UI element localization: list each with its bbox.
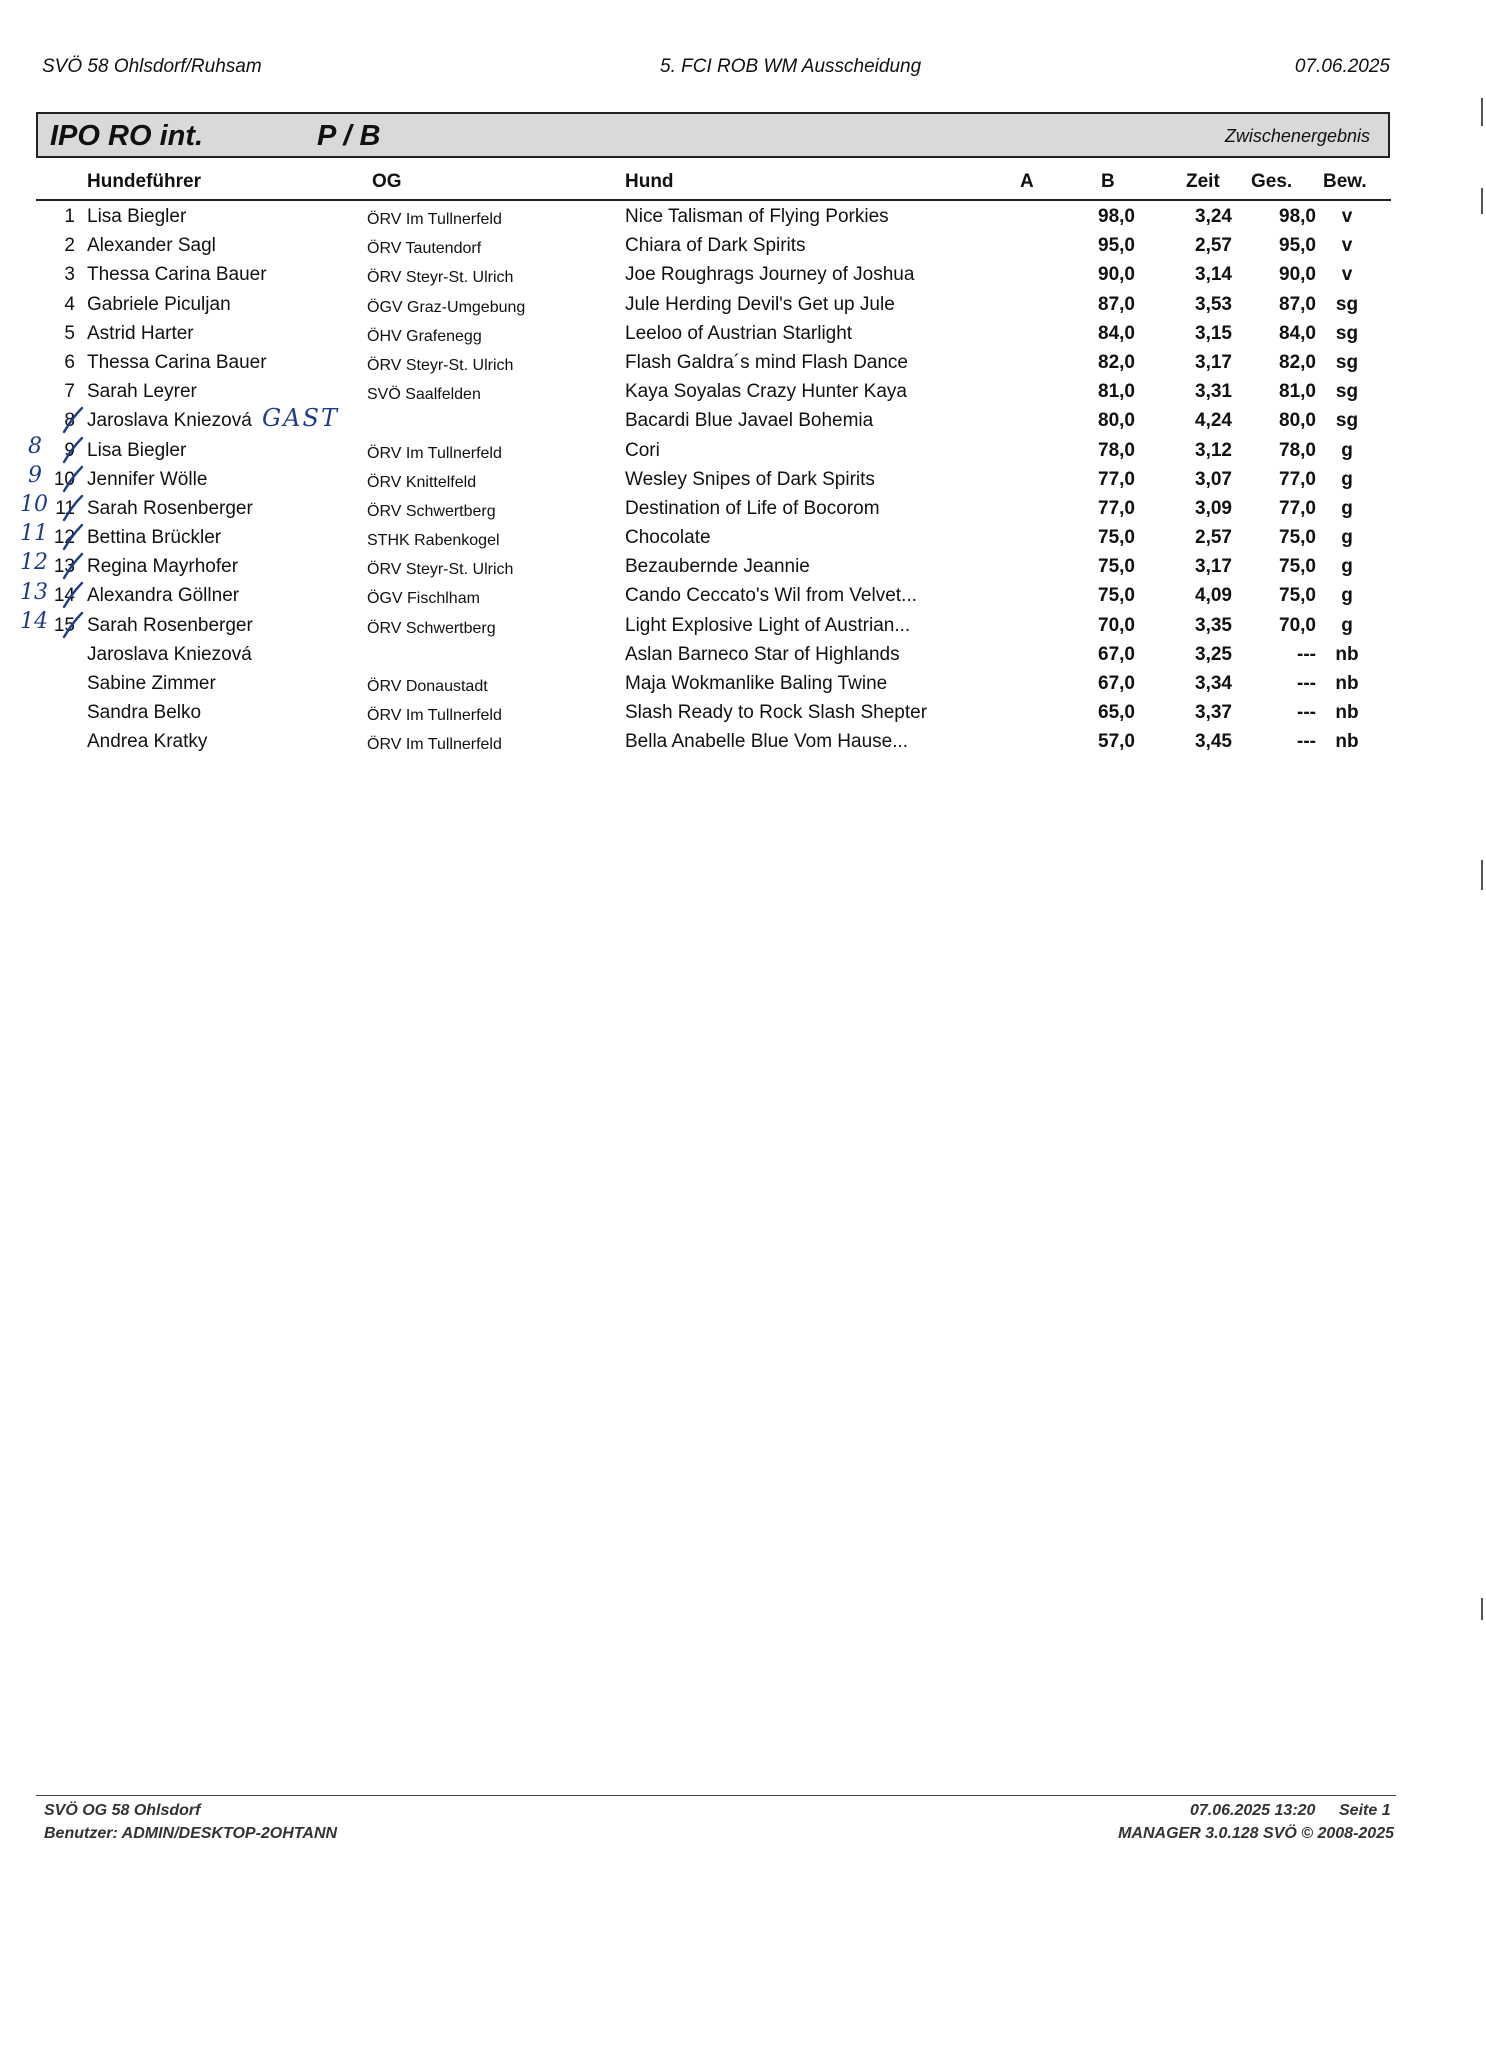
handwritten-rank: 14 [20,608,48,634]
col-a: A [1020,171,1034,192]
score-b-cell: 67,0 [1098,643,1135,665]
dog-cell: Chocolate [625,527,711,549]
table-row [0,496,1486,525]
rating-cell: nb [1335,731,1359,753]
total-cell: 95,0 [1279,235,1316,257]
header-rule [36,199,1391,201]
rank-cell: 4 [64,293,75,315]
results-table [0,204,1486,759]
rank-cell: 7 [64,381,75,403]
score-b-cell: 82,0 [1098,351,1135,373]
total-cell: 81,0 [1279,381,1316,403]
table-row [0,350,1486,379]
table-row [0,438,1486,467]
rating-cell: g [1341,527,1353,549]
og-cell: ÖRV Im Tullnerfeld [367,707,502,725]
rating-cell: sg [1335,293,1359,315]
og-cell: ÖRV Steyr-St. Ulrich [367,269,514,287]
og-cell: STHK Rabenkogel [367,532,500,550]
rating-cell: nb [1335,702,1359,724]
col-rating: Bew. [1323,171,1367,192]
rating-cell: nb [1335,673,1359,694]
dog-cell: Aslan Barneco Star of Highlands [625,643,900,665]
footer-rule [36,1795,1396,1796]
rating-cell: g [1341,439,1353,461]
rank-cell: 2 [64,235,75,257]
rating-cell: g [1341,585,1353,607]
dog-cell: Light Explosive Light of Austrian... [625,614,911,636]
table-row [0,554,1486,583]
og-cell: ÖGV Fischlham [367,590,480,608]
header-club: SVÖ 58 Ohlsdorf/Ruhsam [42,56,262,77]
total-cell: --- [1297,702,1316,724]
rank-cell: 8 [64,410,75,432]
score-b-cell: 57,0 [1098,731,1135,753]
table-row [0,583,1486,612]
rating-cell: sg [1335,381,1359,403]
handler-cell: Astrid Harter [87,322,194,344]
total-cell: 77,0 [1279,468,1316,490]
table-row [0,233,1486,262]
handler-cell: Sandra Belko [87,702,202,724]
score-b-cell: 75,0 [1098,556,1135,578]
table-row [0,379,1486,408]
footer-user: Benutzer: ADMIN/DESKTOP-2OHTANN [44,1825,338,1842]
og-cell: SVÖ Saalfelden [367,386,481,404]
rank-cell: 6 [64,351,75,373]
time-cell: 3,53 [1195,293,1232,315]
total-cell: 90,0 [1279,264,1316,286]
rating-cell: v [1341,206,1353,227]
og-cell: ÖRV Donaustadt [367,678,488,695]
col-og: OG [372,171,402,192]
rating-cell: g [1341,468,1353,490]
class-label: P / B [317,120,381,152]
dog-cell: Maja Wokmanlike Baling Twine [625,673,888,694]
time-cell: 3,12 [1195,439,1232,461]
table-row [0,204,1486,233]
dog-cell: Flash Galdra´s mind Flash Dance [625,351,908,373]
rating-cell: g [1341,614,1353,636]
handler-cell: Thessa Carina Bauer [87,264,267,286]
score-b-cell: 98,0 [1098,206,1135,227]
dog-cell: Bezaubernde Jeannie [625,556,810,578]
dog-cell: Wesley Snipes of Dark Spirits [625,468,875,490]
dog-cell: Kaya Soyalas Crazy Hunter Kaya [625,381,907,403]
rank-strike-mark [60,465,86,495]
handler-cell: Sarah Leyrer [87,381,197,403]
rank-strike-mark [60,552,86,582]
time-cell: 4,09 [1195,585,1232,607]
dog-cell: Cori [625,439,660,461]
table-row [0,408,1486,437]
total-cell: 84,0 [1279,322,1316,344]
time-cell: 3,14 [1195,264,1232,286]
col-handler: Hundeführer [87,171,201,192]
dog-cell: Jule Herding Devil's Get up Jule [625,293,895,315]
total-cell: --- [1297,731,1316,753]
rank-cell: 12 [53,527,75,549]
rating-cell: sg [1335,410,1359,432]
rating-cell: v [1341,264,1353,286]
handler-cell: Sabine Zimmer [87,673,216,694]
og-cell: ÖRV Schwertberg [367,502,496,520]
handler-cell: Alexander Sagl [87,235,216,257]
og-cell: ÖRV Im Tullnerfeld [367,444,502,462]
time-cell: 3,07 [1195,468,1232,490]
discipline-label: IPO RO int. [50,120,204,152]
dog-cell: Bacardi Blue Javael Bohemia [625,410,874,432]
handwritten-rank: 12 [20,550,48,576]
total-cell: 75,0 [1279,527,1316,549]
table-row [0,321,1486,350]
score-b-cell: 87,0 [1098,293,1135,315]
rating-cell: sg [1335,322,1359,344]
handler-cell: Jaroslava Kniezová [87,643,252,665]
time-cell: 3,09 [1195,497,1232,519]
total-cell: 70,0 [1279,614,1316,636]
header-date: 07.06.2025 [1294,56,1390,77]
og-cell: ÖRV Steyr-St. Ulrich [367,561,514,579]
score-b-cell: 84,0 [1098,322,1135,344]
time-cell: 3,24 [1195,206,1232,227]
dog-cell: Cando Ceccato's Wil from Velvet... [625,585,917,607]
rank-strike-mark [60,436,86,466]
og-cell: ÖRV Schwertberg [367,619,496,637]
score-b-cell: 75,0 [1098,527,1135,549]
time-cell: 3,45 [1195,731,1232,753]
handler-cell: Jaroslava Kniezová [87,410,252,432]
handler-cell: Lisa Biegler [87,439,187,461]
rank-cell: 11 [55,497,75,519]
scan-edge-mark [1481,98,1483,126]
footer-timestamp: 07.06.2025 13:20 [1190,1802,1316,1819]
handler-cell: Sarah Rosenberger [87,497,253,519]
handler-cell: Andrea Kratky [87,731,208,753]
total-cell: 75,0 [1279,556,1316,578]
handwritten-guest-note: GAST [262,404,339,432]
handler-cell: Lisa Biegler [87,206,187,227]
table-row [0,729,1486,758]
time-cell: 3,31 [1195,381,1232,403]
footer-org: SVÖ OG 58 Ohlsdorf [44,1802,201,1819]
col-time: Zeit [1186,171,1220,192]
col-b: B [1101,171,1115,192]
dog-cell: Slash Ready to Rock Slash Shepter [625,702,928,724]
table-row [0,700,1486,729]
rating-cell: nb [1335,643,1359,665]
rank-strike-mark [60,581,86,611]
footer-software: MANAGER 3.0.128 SVÖ © 2008-2025 [1118,1825,1394,1842]
dog-cell: Chiara of Dark Spirits [625,235,806,257]
rating-cell: v [1341,235,1353,257]
table-row [0,292,1486,321]
og-cell: ÖRV Steyr-St. Ulrich [367,356,514,374]
total-cell: 78,0 [1279,439,1316,461]
table-row [0,467,1486,496]
score-b-cell: 81,0 [1098,381,1135,403]
handler-cell: Jennifer Wölle [87,468,208,490]
handwritten-rank: 11 [20,521,48,547]
rank-cell: 5 [64,322,75,344]
total-cell: 98,0 [1279,206,1316,227]
table-row [0,262,1486,291]
score-b-cell: 67,0 [1098,673,1135,694]
og-cell: ÖRV Im Tullnerfeld [367,211,502,228]
footer-page: Seite 1 [1339,1802,1391,1819]
og-cell: ÖRV Im Tullnerfeld [367,736,502,754]
time-cell: 3,35 [1195,614,1232,636]
rank-cell: 13 [53,556,75,578]
time-cell: 2,57 [1195,527,1232,549]
dog-cell: Destination of Life of Bocorom [625,497,880,519]
og-cell: ÖGV Graz-Umgebung [367,298,526,316]
handwritten-rank: 13 [20,579,48,605]
total-cell: --- [1297,643,1316,665]
score-b-cell: 78,0 [1098,439,1135,461]
score-b-cell: 65,0 [1098,702,1135,724]
total-cell: 75,0 [1279,585,1316,607]
handler-cell: Thessa Carina Bauer [87,351,267,373]
total-cell: --- [1297,673,1316,694]
dog-cell: Leeloo of Austrian Starlight [625,322,853,344]
score-b-cell: 95,0 [1098,235,1135,257]
time-cell: 3,17 [1195,556,1232,578]
handler-cell: Bettina Brückler [87,527,222,549]
handwritten-rank: 8 [28,433,42,459]
handwritten-rank: 9 [28,462,42,488]
rank-cell: 10 [53,468,75,490]
time-cell: 3,17 [1195,351,1232,373]
score-b-cell: 90,0 [1098,264,1135,286]
scan-edge-mark [1481,860,1483,890]
score-b-cell: 75,0 [1098,585,1135,607]
handwritten-rank: 10 [20,492,48,517]
col-dog: Hund [625,171,674,192]
table-row [0,613,1486,642]
handler-cell: Gabriele Piculjan [87,293,231,315]
dog-cell: Bella Anabelle Blue Vom Hause... [625,731,909,753]
dog-cell: Joe Roughrags Journey of Joshua [625,264,915,286]
table-row [0,525,1486,554]
scan-edge-mark [1481,1598,1483,1620]
rating-cell: sg [1335,351,1359,373]
handler-cell: Sarah Rosenberger [87,614,253,636]
rank-strike-mark [60,523,86,553]
score-b-cell: 77,0 [1098,468,1135,490]
total-cell: 77,0 [1279,497,1316,519]
table-row [0,642,1486,671]
score-b-cell: 70,0 [1098,614,1135,636]
dog-cell: Nice Talisman of Flying Porkies [625,206,889,227]
rank-cell: 15 [53,614,75,636]
time-cell: 4,24 [1195,410,1232,432]
time-cell: 3,15 [1195,322,1232,344]
total-cell: 87,0 [1279,293,1316,315]
header-event: 5. FCI ROB WM Ausscheidung [660,56,922,77]
rating-cell: g [1341,497,1353,519]
rank-strike-mark [60,406,86,436]
og-cell: ÖHV Grafenegg [367,327,482,345]
time-cell: 3,25 [1195,643,1232,665]
rank-strike-mark [60,611,86,641]
handler-cell: Regina Mayrhofer [87,556,239,578]
result-status: Zwischenergebnis [1224,126,1370,146]
time-cell: 3,34 [1195,673,1232,694]
time-cell: 3,37 [1195,702,1232,724]
rank-strike-mark [60,494,86,524]
score-b-cell: 80,0 [1098,410,1135,432]
og-cell: ÖRV Knittelfeld [367,473,477,491]
total-cell: 82,0 [1279,351,1316,373]
table-row [0,671,1486,700]
total-cell: 80,0 [1279,410,1316,432]
og-cell: ÖRV Tautendorf [367,240,482,258]
rank-cell: 9 [64,439,75,461]
rank-cell: 14 [53,585,75,607]
time-cell: 2,57 [1195,235,1232,257]
rank-cell: 1 [64,206,75,227]
rating-cell: g [1341,556,1353,578]
class-banner [36,112,1390,158]
handler-cell: Alexandra Göllner [87,585,240,607]
col-total: Ges. [1251,171,1293,192]
score-b-cell: 77,0 [1098,497,1135,519]
rank-cell: 3 [64,264,75,286]
